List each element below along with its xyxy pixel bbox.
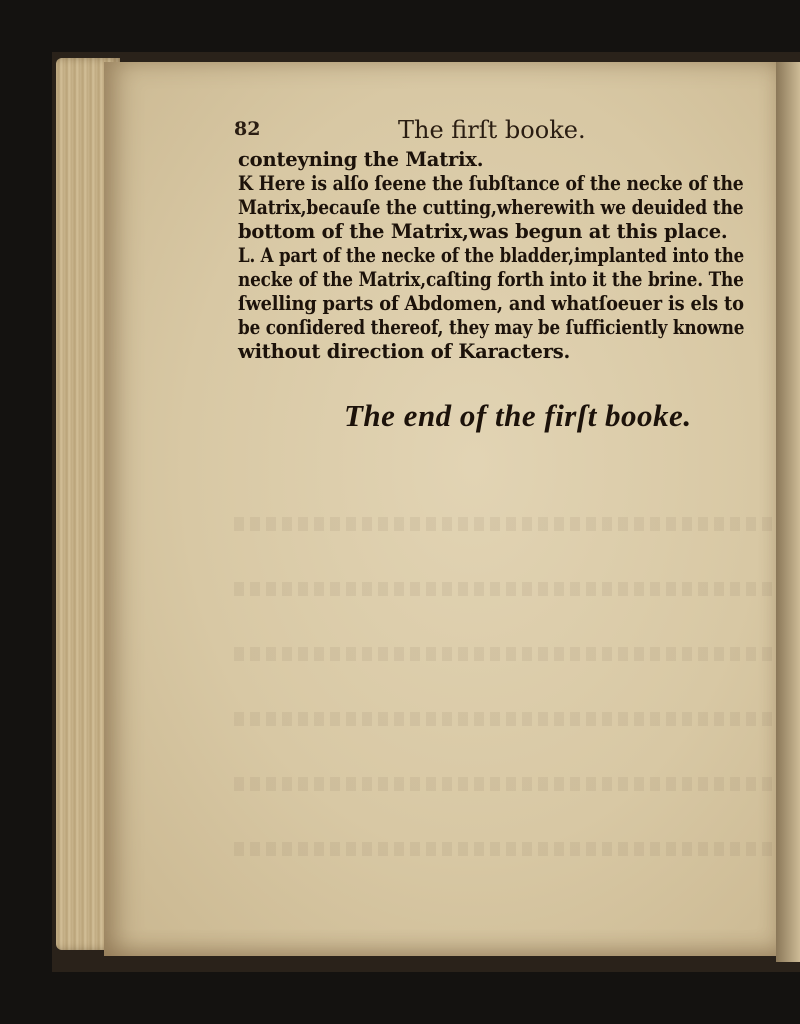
text-line: bottom of the Matrix,was begun at this place. — [238, 220, 728, 243]
text-line: ſwelling parts of Abdomen, and whatſoeuer is els to — [238, 292, 744, 315]
show-through-line — [234, 517, 776, 531]
text-line: L. A part of the necke of the bladder,implanted into the — [238, 244, 745, 267]
show-through-line — [234, 777, 776, 791]
show-through-line — [234, 647, 776, 661]
text-line: without direction of Karacters. — [238, 340, 571, 363]
page-header — [104, 116, 776, 146]
text-line: be conſidered thereof, they may be ſufficiently knowne — [238, 316, 745, 339]
show-through-line — [234, 582, 776, 596]
facing-page-edge — [776, 62, 800, 962]
text-line: K Here is alſo ſeene the ſubſtance of the necke of the — [238, 172, 744, 195]
text-line: conteyning the Matrix. — [238, 148, 484, 171]
text-line: necke of the Matrix,caſting forth into it the brine. The — [238, 268, 744, 291]
book-page — [104, 62, 776, 956]
running-title: The firſt booke. — [398, 116, 586, 144]
text-line: Matrix,becauſe the cutting,wherewith we deuided the — [238, 196, 744, 219]
page-number: 82 — [234, 118, 261, 140]
colophon: The end of the firſt booke. — [344, 398, 692, 433]
show-through-line — [234, 842, 776, 856]
show-through-line — [234, 712, 776, 726]
